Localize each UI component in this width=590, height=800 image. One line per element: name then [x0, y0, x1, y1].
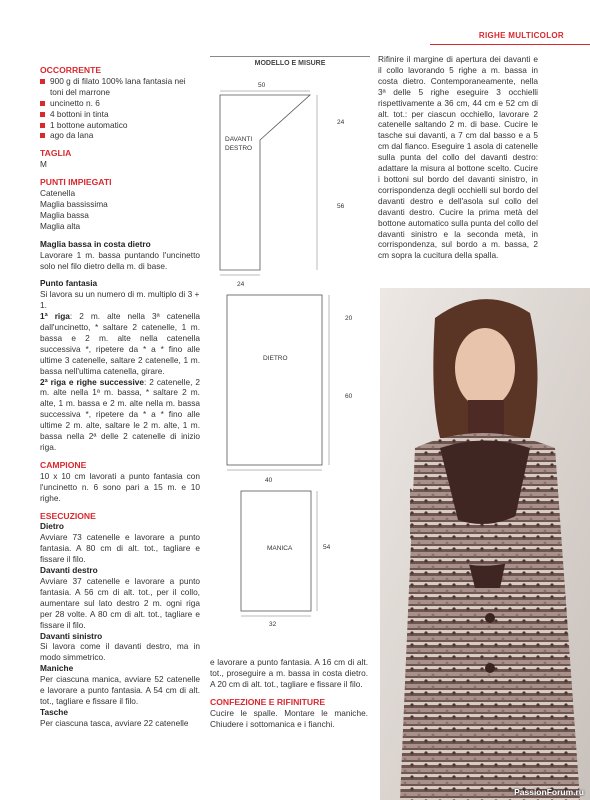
back-right-top-measure: 20 — [345, 315, 353, 322]
confezione-heading: CONFEZIONE E RIFINITURE — [210, 696, 326, 707]
tasche-text: Per ciascuna tasca, avviare 22 catenelle — [40, 717, 189, 728]
bullet-icon — [40, 112, 45, 117]
list-item: uncinetto n. 6 — [40, 98, 200, 109]
list-item: 4 bottoni in tinta — [40, 109, 200, 120]
dietro-title: Dietro — [40, 521, 64, 532]
list-item: 1 bottone automatico — [40, 120, 200, 131]
campione-heading: CAMPIONE — [40, 459, 87, 470]
stitches-heading: PUNTI IMPIEGATI — [40, 177, 112, 188]
davanti-sinistro-title: Davanti sinistro — [40, 630, 103, 641]
confezione-text: Cucire le spalle. Montare le maniche. Chiudere i sottomanica e i fianchi. — [210, 707, 368, 729]
diagram-rule — [210, 56, 370, 57]
punto-fantasia-intro: Si lavora su un numero di m. multiplo di 3 + 1. — [40, 289, 200, 311]
front-right-measure: 56 — [337, 203, 345, 210]
size-value: M — [40, 159, 47, 170]
front-bottom-measure: 24 — [237, 281, 245, 288]
model-photo — [380, 288, 590, 800]
dietro-text: Avviare 73 catenelle e lavorare a punto fantasia. A 80 cm di alt. tot., tagliare e fissare il filo. — [40, 532, 200, 565]
list-item: 900 g di filato 100% lana fantasia nei toni del marrone — [40, 76, 200, 98]
diagram-title: MODELLO E MISURE — [254, 60, 326, 67]
back-label: DIETRO — [263, 355, 288, 362]
campione-text: 10 x 10 cm lavorati a punto fantasia con l'uncinetto n. 6 sono pari a 15 m. e 10 righe. — [40, 470, 200, 503]
column-left — [40, 65, 200, 729]
tasche-title: Tasche — [40, 706, 68, 717]
front-piece-outline — [220, 95, 310, 270]
davanti-sinistro-text: Si lavora come il davanti destro, ma in modo simmetrico. — [40, 641, 200, 663]
mb-costa-title: Maglia bassa in costa dietro — [40, 238, 151, 249]
stitch-item: Catenella — [40, 188, 76, 199]
stitch-item: Maglia alta — [40, 220, 81, 231]
materials-heading: OCCORRENTE — [40, 65, 102, 75]
front-right-top-measure: 24 — [337, 119, 345, 126]
stitch-item: Maglia bassissima — [40, 198, 108, 209]
list-item: ago da lana — [40, 130, 200, 141]
maniche-text: Per ciascuna manica, avviare 52 catenelle e lavorare a punto fantasia. A 54 cm di alt. tot., tagliare e fissare il filo. — [40, 674, 200, 706]
front-top-measure: 50 — [258, 82, 266, 89]
sleeve-label: MANICA — [267, 545, 293, 552]
back-right-measure: 60 — [345, 393, 353, 400]
materials-list — [40, 76, 200, 141]
maniche-title: Maniche — [40, 663, 74, 674]
back-piece-outline — [227, 295, 322, 465]
esecuzione-heading: ESECUZIONE — [40, 510, 96, 521]
bullet-icon — [40, 123, 45, 128]
bullet-icon — [40, 79, 45, 84]
back-bottom-measure: 40 — [265, 477, 273, 484]
punto-fantasia-row1: 1ª riga: 2 m. alte nella 3ª catenella dall'uncinetto, * saltare 2 catenelle, 1 m. bassa e 2 m. alte nella catenella successiva *, ripetere da * a * fino alle ultime 3 catenelle, saltare 2 catenelle, 1 m. bassa nell'ultima catenella, girare. — [40, 311, 200, 376]
sleeve-bottom-measure: 32 — [269, 621, 277, 628]
front-label-2: DESTRO — [225, 145, 253, 152]
pattern-diagram — [205, 75, 375, 635]
model-photo-illustration — [380, 288, 590, 800]
stitch-item: Maglia bassa — [40, 209, 89, 220]
column-right — [378, 54, 538, 261]
tasche-continuation: e lavorare a punto fantasia. A 16 cm di alt. tot., proseguire a m. bassa in costa dietro. A 20 cm di alt. tot., tagliare e fissare il filo. — [210, 657, 368, 689]
punto-fantasia-row2: 2ª riga e righe successive: 2 catenelle, 2 m. alte nella 1ª m. bassa, * saltare 2 m. alte, 1 m. bassa e 2 m. alte nella m. bassa successiva *, ripetere da * a * fino alle ultime 2 m. alte, saltare le 2 m. alte, 1 m. bassa nella 2ª delle 2 catenelle di inizio riga. — [40, 376, 201, 452]
front-label-1: DAVANTI — [225, 136, 253, 143]
size-heading: TAGLIA — [40, 148, 72, 159]
davanti-destro-text: Avviare 37 catenelle e lavorare a punto fantasia. A 56 cm di alt. tot., per il collo, aumentare sul lato destro 2 m. ogni riga per 28 volte. A 80 cm di alt. tot., tagliare e fissare il filo. — [40, 575, 200, 630]
bullet-icon — [40, 101, 45, 106]
punto-fantasia-title: Punto fantasia — [40, 278, 98, 289]
column-middle — [210, 657, 368, 729]
header-rule — [430, 44, 590, 45]
mb-costa-text: Lavorare 1 m. bassa puntando l'uncinetto solo nel filo dietro della m. di base. — [40, 249, 200, 271]
bullet-icon — [40, 133, 45, 138]
watermark: PassionForum.ru — [514, 787, 584, 797]
section-header: RIGHE MULTICOLOR — [478, 31, 564, 40]
rifiniture-text: Rifinire il margine di apertura dei davanti e il collo lavorando 5 righe a m. bassa in costa dietro. Contemporaneamente, nella 3ª delle 5 righe eseguire 3 occhielli rispettivamente a 36 cm, 44 cm e 52 cm di alt. tot.: per ciascun occhiello, lavorare 2 catenelle saltando 2 m. di base. Cucire le tasche sui davanti, a 7 cm dal basso e a 5 cm dal fianco. Eseguire 1 asola di catenelle sulla punta del collo del davanti destro: adattare la misura al bottone scelto. Cucire i bottoni sul bordo del davanti sinistro, in corrispondenza degli occhielli sul bordo del davanti destro e dell'asola sul collo del davanti destro. Cucire la prima metà del bottone automatico sulla punta del collo del davanti sinistro e la seconda metà, in corrispondenza, sul bordo a m. bassa, 2 cm sopra la cucitura della spalla. — [378, 54, 538, 261]
davanti-destro-title: Davanti destro — [40, 565, 98, 576]
sleeve-right-measure: 54 — [323, 544, 331, 551]
